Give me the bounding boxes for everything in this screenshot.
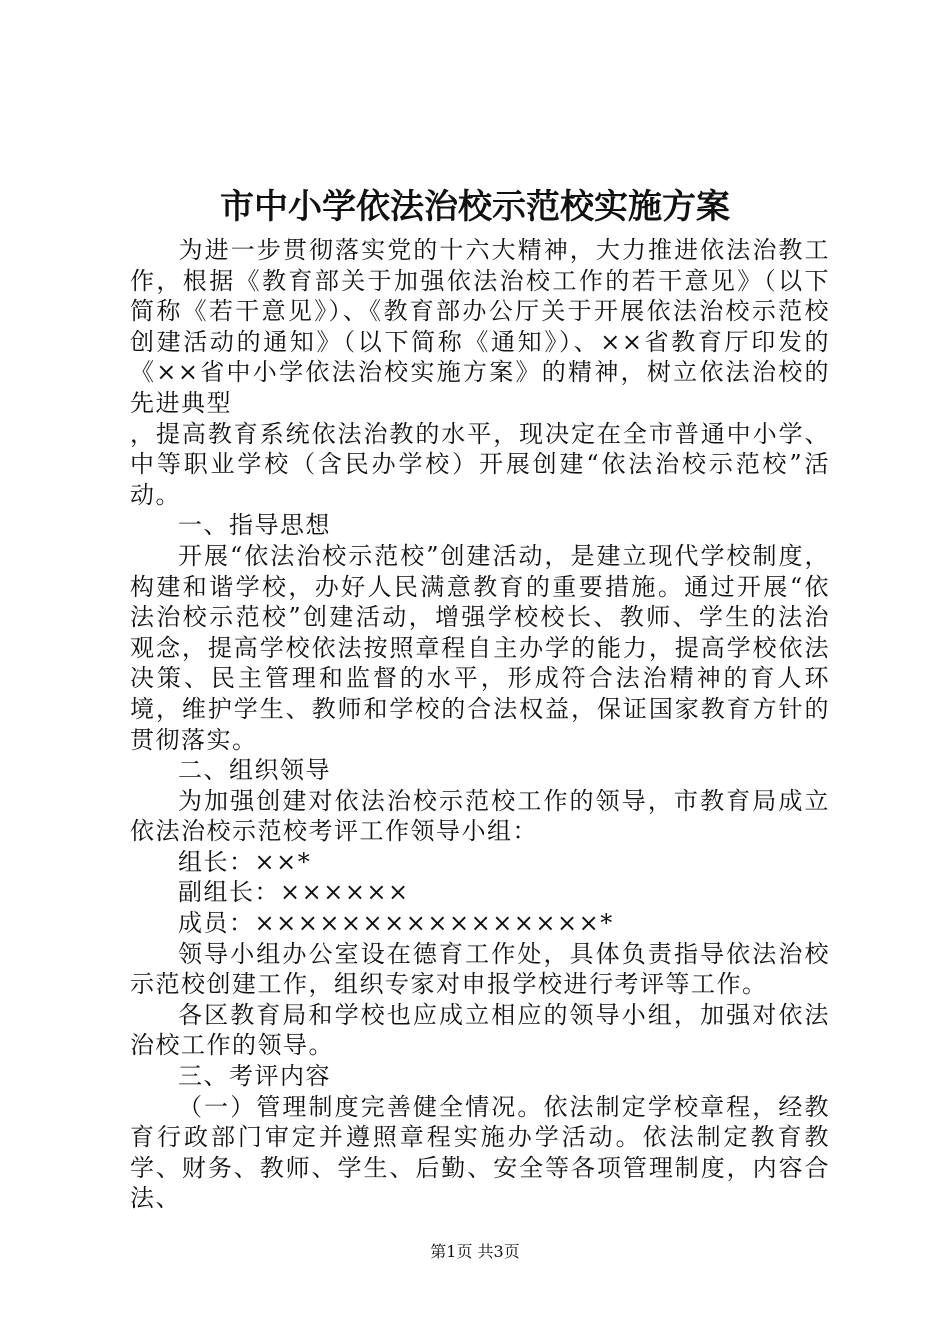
section-heading-evaluation: 三、考评内容 xyxy=(178,1062,331,1091)
paragraph-evaluation-item-1: （一）管理制度完善健全情况。依法制定学校章程，经教育行政部门审定并遵照章程实施办学活动。依法制定教育教学、财务、教师、学生、后勤、安全等各项管理制度，内容合法、 xyxy=(130,1092,830,1213)
paragraph-intro-continued: ，提高教育系统依法治教的水平，现决定在全市普通中小学、中等职业学校（含民办学校）开展创建“依法治校示范校”活动。 xyxy=(130,419,830,509)
leader-line: 组长：××* xyxy=(178,847,312,876)
document-body xyxy=(130,235,830,1214)
deputy-leader-line: 副组长：×××××× xyxy=(178,878,410,907)
paragraph-organization: 为加强创建对依法治校示范校工作的领导，市教育局成立依法治校示范校考评工作领导小组： xyxy=(130,786,830,846)
paragraph-district: 各区教育局和学校也应成立相应的领导小组，加强对依法治校工作的领导。 xyxy=(130,1000,830,1060)
paragraph-office: 领导小组办公室设在德育工作处，具体负责指导依法治校示范校创建工作，组织专家对申报学校进行考评等工作。 xyxy=(130,939,830,999)
page-footer: 第1页 共3页 xyxy=(430,1242,520,1261)
section-heading-guiding-ideology: 一、指导思想 xyxy=(178,511,331,540)
members-line: 成员：××××××××××××××××* xyxy=(178,909,614,938)
document-title: 市中小学依法治校示范校实施方案 xyxy=(220,187,730,227)
paragraph-intro: 为进一步贯彻落实党的十六大精神，大力推进依法治教工作，根据《教育部关于加强依法治校工作的若干意见》（以下简称《若干意见》）、《教育部办公厅关于开展依法治校示范校创建活动的通知》（以下简称《通知》）、××省教育厅印发的《××省中小学依法治校实施方案》的精神，树立依法治校的先进典型 xyxy=(130,236,830,417)
paragraph-guiding-ideology: 开展“依法治校示范校”创建活动，是建立现代学校制度，构建和谐学校，办好人民满意教育的重要措施。通过开展“依法治校示范校”创建活动，增强学校校长、教师、学生的法治观念，提高学校依法按照章程自主办学的能力，提高学校依法决策、民主管理和监督的水平，形成符合法治精神的育人环境，维护学生、教师和学校的合法权益，保证国家教育方针的贯彻落实。 xyxy=(130,541,830,754)
section-heading-organization: 二、组织领导 xyxy=(178,756,331,785)
